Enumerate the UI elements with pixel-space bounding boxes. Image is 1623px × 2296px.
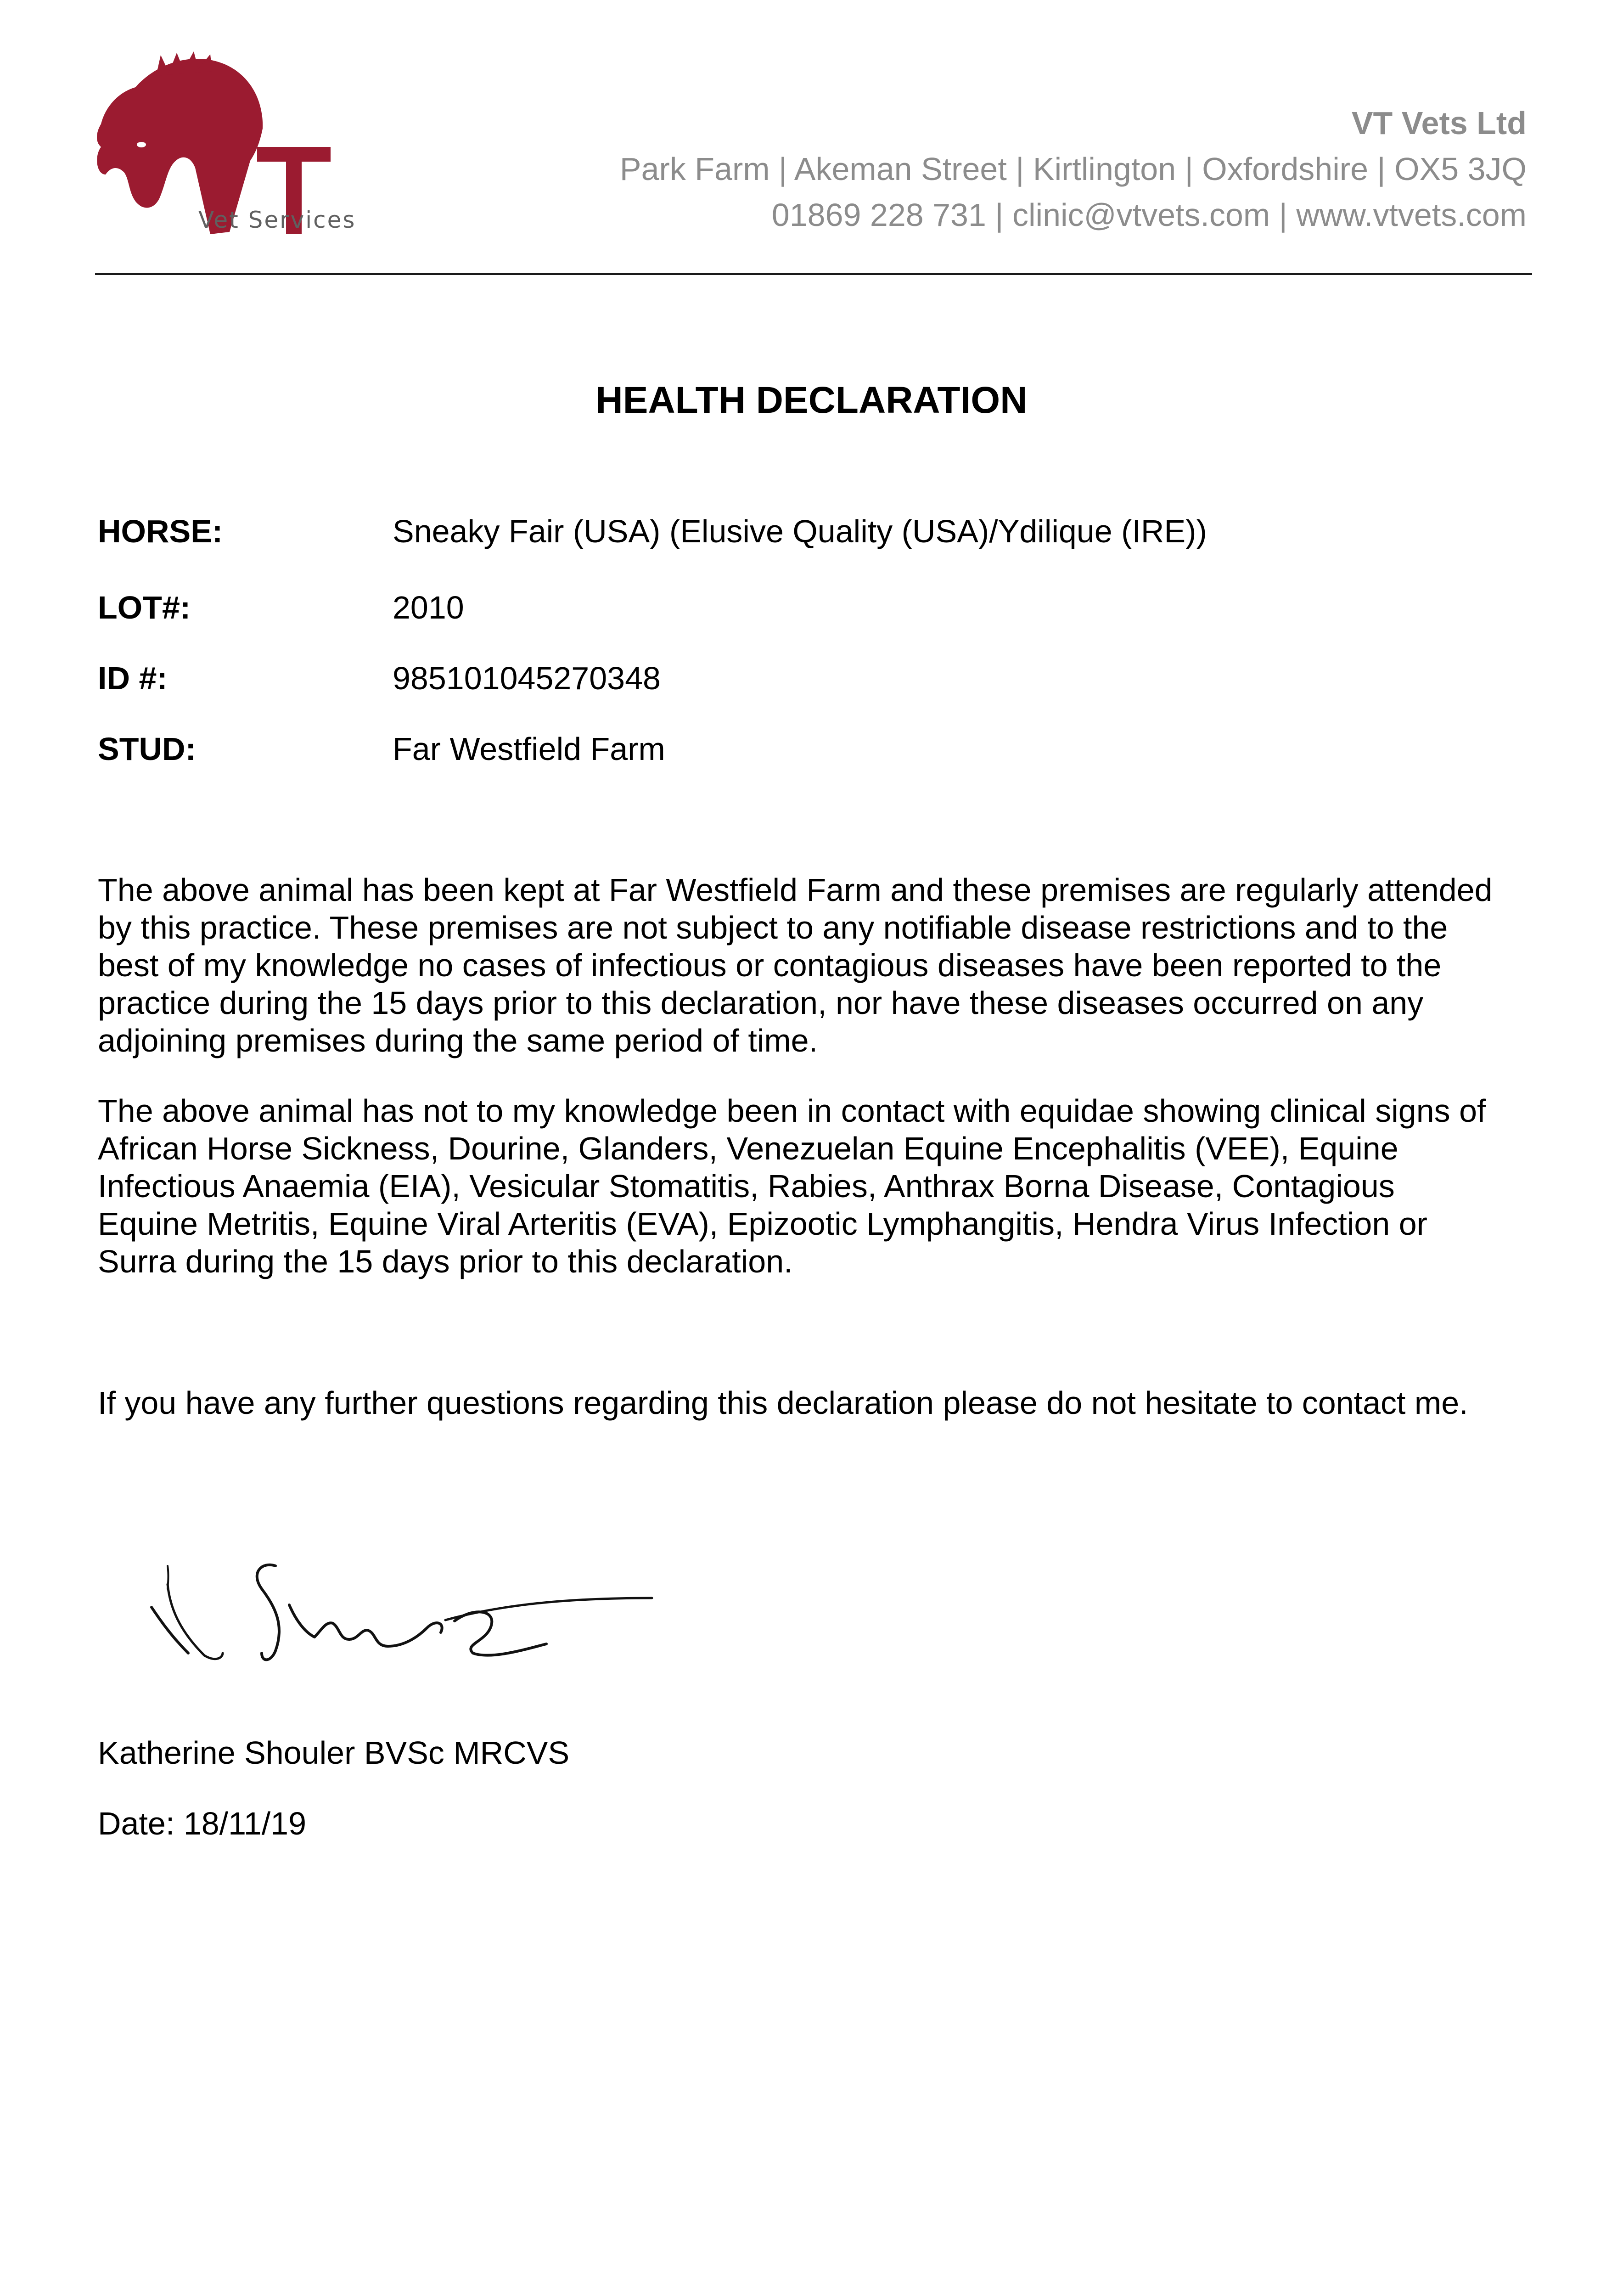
paragraph-line: Surra during the 15 days prior to this declaration. (98, 1244, 793, 1279)
logo-subtitle: Vet Services (198, 207, 356, 233)
field-value: 985101045270348 (393, 660, 661, 696)
field-label: LOT#: (98, 590, 191, 625)
field-label: HORSE: (98, 513, 223, 549)
declaration-date: Date: 18/11/19 (98, 1806, 307, 1841)
paragraph-line: by this practice. These premises are not subject to any notifiable disease restrictions and to the (98, 910, 1448, 945)
field-label: STUD: (98, 731, 196, 767)
paragraph-line: adjoining premises during the same period of time. (98, 1023, 818, 1058)
paragraph-line: best of my knowledge no cases of infectious or contagious diseases have been reported to the (98, 947, 1442, 983)
paragraph-line: practice during the 15 days prior to this declaration, nor have these diseases occurred on any (98, 985, 1424, 1021)
company-details (620, 100, 1527, 238)
company-contact: 01869 228 731 | clinic@vtvets.com | www.vtvets.com (771, 197, 1527, 233)
paragraph-premises (98, 871, 1544, 1059)
paragraph-line: Equine Metritis, Equine Viral Arteritis (EVA), Epizootic Lymphangitis, Hendra Virus Infection or (98, 1206, 1427, 1242)
paragraph-disease-contact (98, 1092, 1544, 1280)
company-name: VT Vets Ltd (1351, 105, 1527, 141)
paragraph-line: Infectious Anaemia (EIA), Vesicular Stomatitis, Rabies, Anthrax Borna Disease, Contagious (98, 1168, 1395, 1204)
signatory-name: Katherine Shouler BVSc MRCVS (98, 1735, 570, 1771)
field-value: 2010 (393, 590, 464, 625)
field-value: Far Westfield Farm (393, 731, 665, 767)
paragraph-line: The above animal has not to my knowledge been in contact with equidae showing clinical signs of (98, 1093, 1486, 1129)
paragraph-contact (98, 1384, 1544, 1422)
paragraph-line: If you have any further questions regarding this declaration please do not hesitate to contact me. (98, 1385, 1468, 1421)
header-divider (95, 273, 1532, 275)
handwritten-signature (124, 1529, 675, 1685)
paragraph-line: African Horse Sickness, Dourine, Glanders, Venezuelan Equine Encephalitis (VEE), Equine (98, 1131, 1398, 1166)
vt-vet-services-logo (92, 51, 358, 243)
document-title: HEALTH DECLARATION (595, 379, 1028, 421)
field-value: Sneaky Fair (USA) (Elusive Quality (USA)/Ydilique (IRE)) (393, 513, 1207, 549)
field-label: ID #: (98, 660, 168, 696)
paragraph-line: The above animal has been kept at Far Westfield Farm and these premises are regularly attended (98, 872, 1493, 908)
company-address: Park Farm | Akeman Street | Kirtlington | Oxfordshire | OX5 3JQ (619, 151, 1527, 187)
